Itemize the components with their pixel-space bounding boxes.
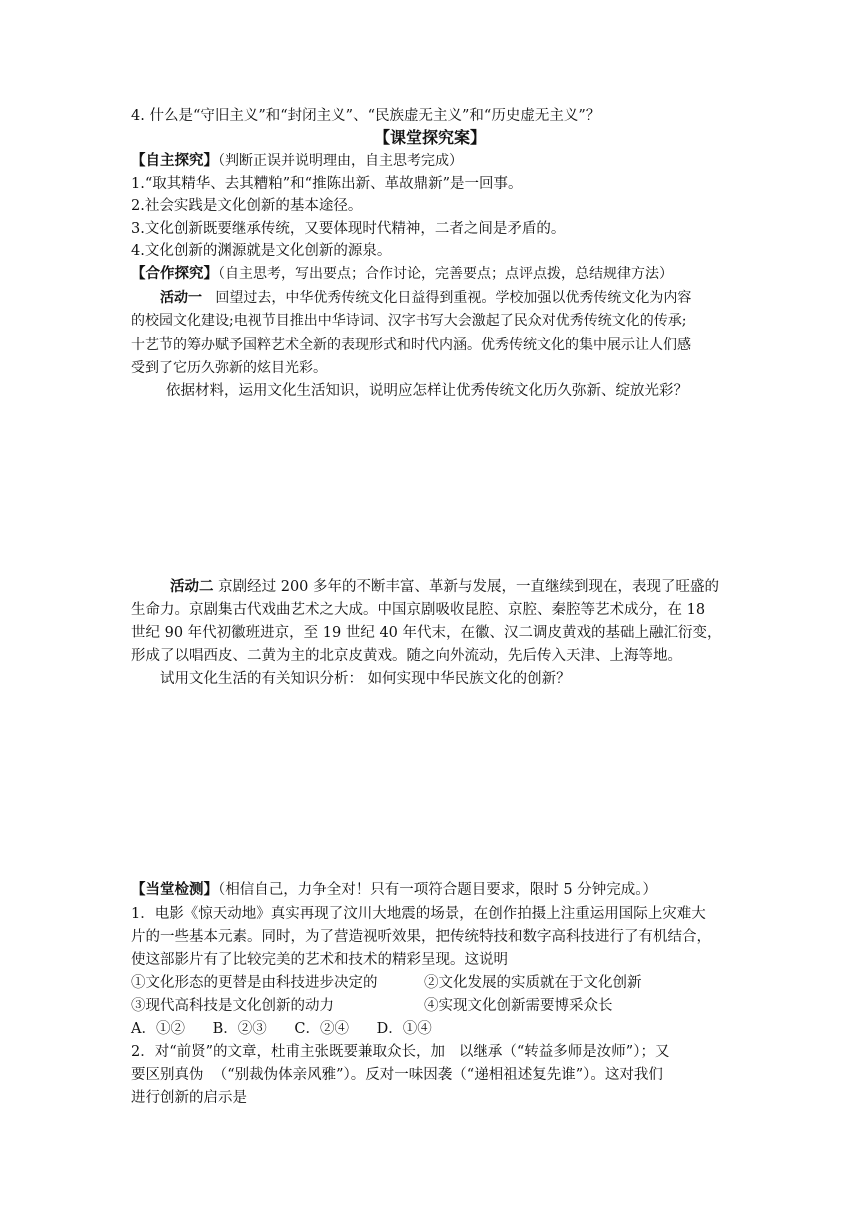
activity1-question: 依据材料，运用文化生活知识，说明应怎样让优秀传统文化历久弥新、绽放光彩？ xyxy=(166,383,688,399)
activity2-line-1: 活动二 京剧经过 200 多年的不断丰富、革新与发展，一直继续到现在，表现了旺盛的 xyxy=(170,578,720,595)
hezuo-heading xyxy=(131,263,673,285)
zizhu-title: 【自主探究】 xyxy=(131,152,218,169)
test-heading xyxy=(131,879,657,901)
activity1-line-4: 受到了它历久弥新的炫目光彩。 xyxy=(131,360,327,376)
test-instruction: （相信自己，力争全对！只有一项符合题目要求，限时 5 分钟完成。） xyxy=(218,882,657,898)
activity2-question: 试用文化生活的有关知识分析： 如何实现中华民族文化的创新？ xyxy=(160,671,571,687)
activity2-line-3: 世纪 90 年代初徽班进京，至 19 世纪 40 年代末，在徽、汉二调皮黄戏的基础上融汇衍变， xyxy=(131,625,722,641)
question-4: 4. 什么是“守旧主义”和“封闭主义”、“民族虚无主义”和“历史虚无主义”？ xyxy=(131,108,601,124)
q1-options: A．①② B．②③ C．②④ D．①④ xyxy=(131,1021,432,1037)
section-title: 【课堂探究案】 xyxy=(373,128,486,147)
q1-statement-1: ①文化形态的更替是由科技进步决定的 xyxy=(131,975,378,991)
zizhu-item-1: 1.“取其精华、去其糟粕”和“推陈出新、革故鼎新”是一回事。 xyxy=(131,176,523,192)
q1-line-3: 使这部影片有了比较完美的艺术和技术的精彩呈现。这说明 xyxy=(131,952,508,968)
zizhu-item-4: 4.文化创新的渊源就是文化创新的源泉。 xyxy=(131,243,392,259)
q1-statement-3: ③现代高科技是文化创新的动力 xyxy=(131,998,334,1014)
q1-statement-2: ②文化发展的实质就在于文化创新 xyxy=(424,975,642,991)
activity1-label: 活动一 xyxy=(160,290,202,306)
activity2-line-2: 生命力。京剧集古代戏曲艺术之大成。中国京剧吸收昆腔、京腔、秦腔等艺术成分，在 18 xyxy=(131,602,706,618)
zizhu-heading xyxy=(131,150,463,172)
q1-line-2: 片的一些基本元素。同时，为了营造视听效果，把传统特技和数字高科技进行了有机结合， xyxy=(131,929,711,945)
activity2-label: 活动二 xyxy=(170,578,214,595)
q1-statement-4: ④实现文化创新需要博采众长 xyxy=(424,998,613,1014)
activity1-line-1: 活动一 回望过去，中华优秀传统文化日益得到重视。学校加强以优秀传统文化为内容 xyxy=(160,290,692,306)
q2-line-3: 进行创新的启示是 xyxy=(131,1090,247,1106)
activity1-line-2: 的校园文化建设;电视节目推出中华诗词、汉字书写大会激起了民众对优秀传统文化的传承; xyxy=(131,313,687,329)
zizhu-item-3: 3.文化创新既要继承传统，又要体现时代精神，二者之间是矛盾的。 xyxy=(131,221,566,237)
q1-line-1: 1．电影《惊天动地》真实再现了汶川大地震的场景，在创作拍摄上注重运用国际上灾难大 xyxy=(131,906,706,922)
zizhu-item-2: 2.社会实践是文化创新的基本途径。 xyxy=(131,198,363,214)
activity1-line-3: 十艺节的筹办赋予国粹艺术全新的表现形式和时代内涵。优秀传统文化的集中展示让人们感 xyxy=(131,337,691,353)
zizhu-instruction: （判断正误并说明理由，自主思考完成） xyxy=(218,153,463,169)
hezuo-instruction: （自主思考，写出要点；合作讨论，完善要点；点评点拨，总结规律方法） xyxy=(218,266,673,282)
hezuo-title: 【合作探究】 xyxy=(131,265,218,282)
q2-line-2: 要区别真伪 （“别裁伪体亲风雅”）。反对一味因袭（“递相祖述复先谁”）。这对我们 xyxy=(131,1067,663,1083)
test-title: 【当堂检测】 xyxy=(131,881,218,898)
activity2-line-4: 形成了以唱西皮、二黄为主的北京皮黄戏。随之向外流动，先后传入天津、上海等地。 xyxy=(131,648,682,664)
q2-line-1: 2．对“前贤”的文章，杜甫主张既要兼取众长，加 以继承（“转益多师是汝师”）；又 xyxy=(131,1044,670,1060)
